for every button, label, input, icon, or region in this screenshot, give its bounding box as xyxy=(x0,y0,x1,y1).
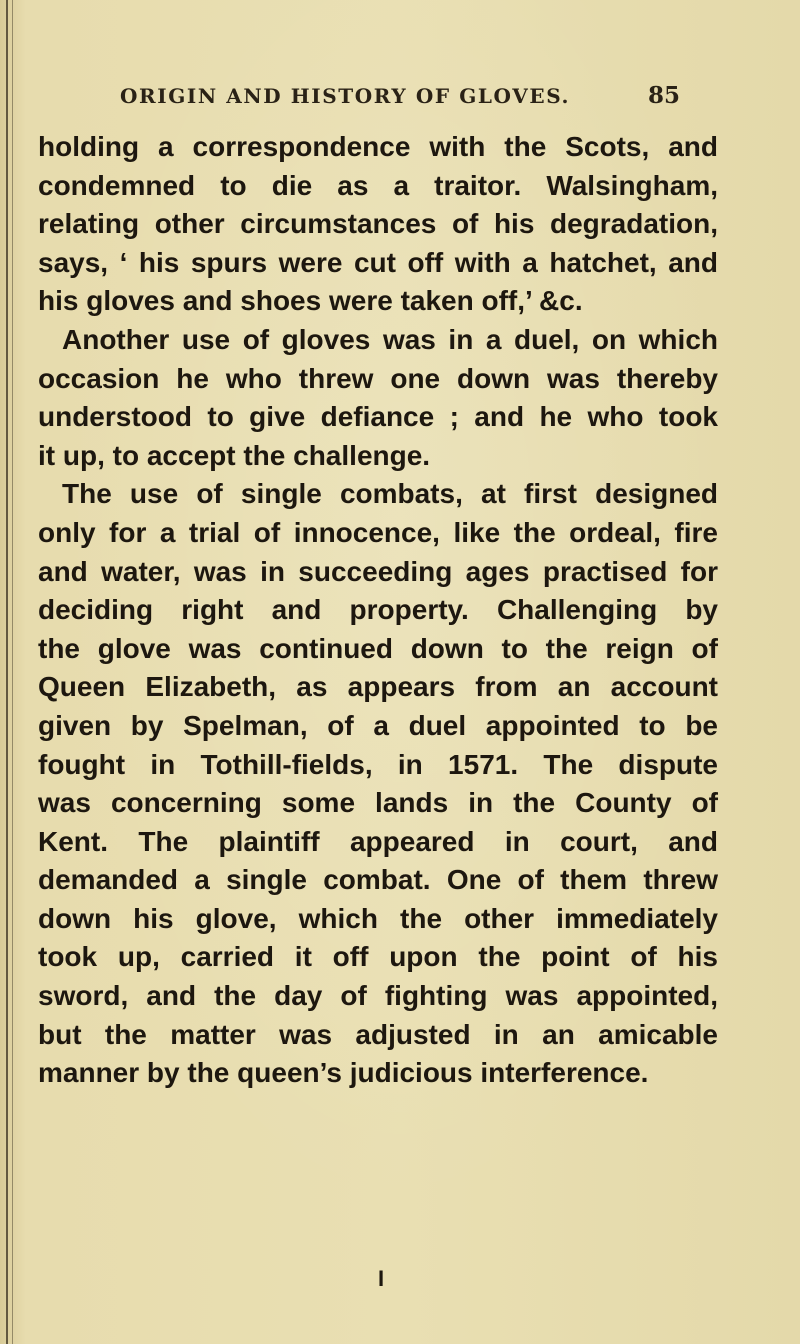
text-line: demanded a single combat. One of them threw xyxy=(38,864,718,896)
running-title: ORIGIN AND HISTORY OF GLOVES. xyxy=(120,84,571,108)
binding-gutter-shadow xyxy=(6,0,8,1344)
text-line: holding a correspondence with the Scots, and xyxy=(38,131,718,162)
signature-mark: I xyxy=(378,1266,385,1291)
text-line: fought in Tothill-fields, in 1571. The dispute xyxy=(38,748,718,780)
text-line: but the matter was adjusted in an amicable xyxy=(38,1018,718,1050)
text-line: condemned to die as a traitor. Walsingham, xyxy=(38,169,718,201)
text-line: relating other circumstances of his degradation, xyxy=(38,208,718,240)
text-line: the glove was continued down to the reign of xyxy=(38,632,718,664)
text-line: given by Spelman, of a duel appointed to be xyxy=(38,709,718,741)
text-line: Kent. The plaintiff appeared in court, and xyxy=(38,825,718,857)
text-line: says, ‘ his spurs were cut off with a hatchet, and xyxy=(38,246,718,278)
text-line: deciding right and property. Challenging by xyxy=(38,594,718,626)
text-line: The use of single combats, at first designed xyxy=(62,478,718,510)
page-number: 85 xyxy=(647,82,680,109)
text-line: down his glove, which the other immediately xyxy=(38,902,718,934)
text-line: only for a trial of innocence, like the ordeal, fire xyxy=(38,516,718,548)
text-line: occasion he who threw one down was thereby xyxy=(38,362,718,394)
text-line: understood to give defiance ; and he who took xyxy=(38,401,718,433)
text-line: Queen Elizabeth, as appears from an account xyxy=(38,671,718,703)
text-line: it up, to accept the challenge. xyxy=(38,439,431,471)
body-text xyxy=(38,128,718,1093)
text-line: took up, carried it off upon the point of his xyxy=(38,941,718,973)
text-line: sword, and the day of fighting was appointed, xyxy=(38,980,718,1012)
binding-gutter-line xyxy=(12,0,13,1344)
text-line: was concerning some lands in the County of xyxy=(38,787,718,819)
text-line: his gloves and shoes were taken off,’ &c. xyxy=(38,285,583,317)
text-line: manner by the queen’s judicious interference. xyxy=(38,1057,649,1089)
text-line: Another use of gloves was in a duel, on which xyxy=(62,323,718,355)
text-line: and water, was in succeeding ages practised for xyxy=(38,555,718,587)
running-header xyxy=(120,84,680,118)
